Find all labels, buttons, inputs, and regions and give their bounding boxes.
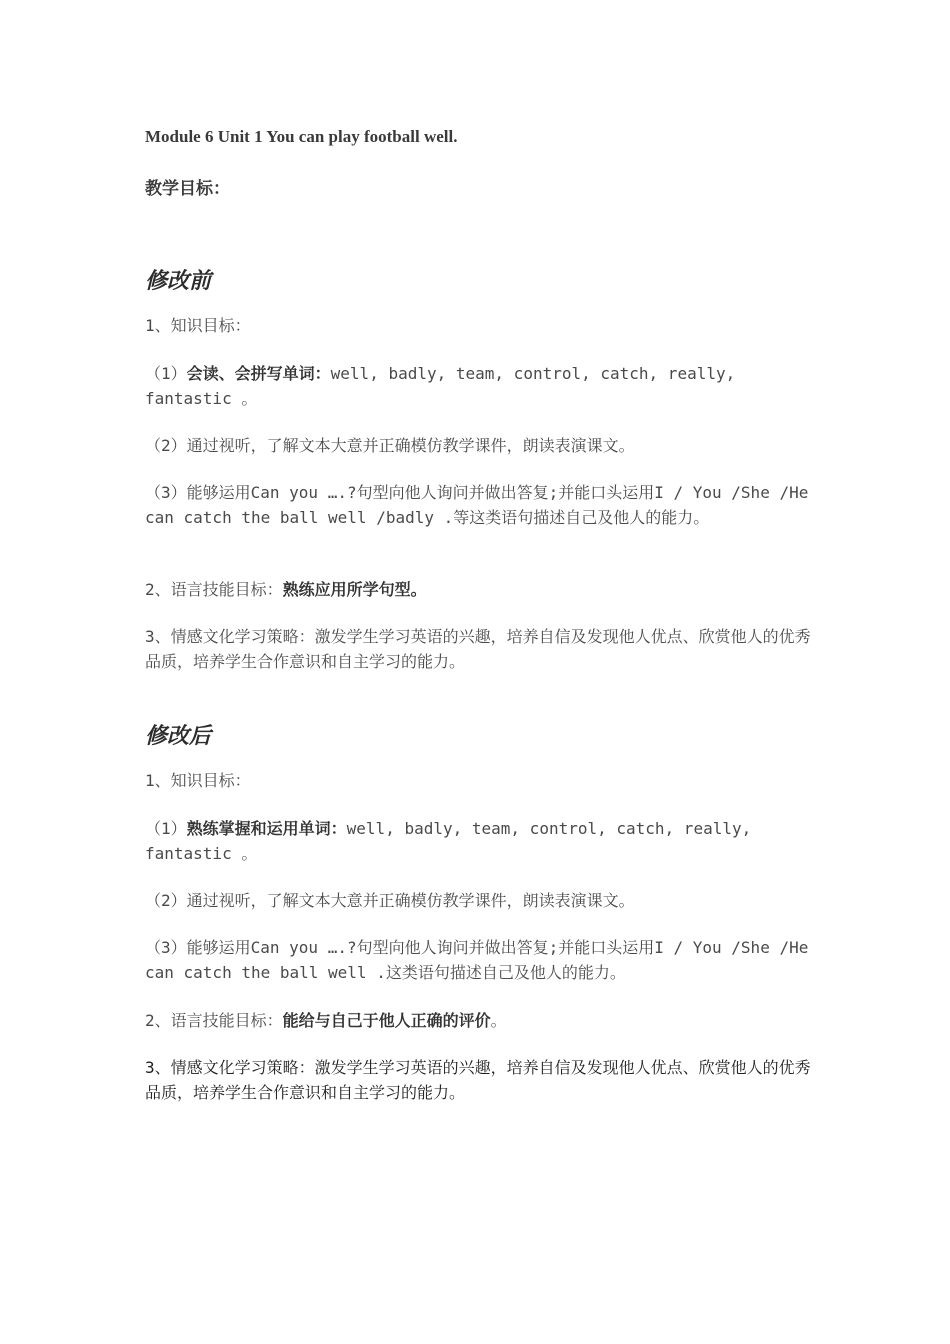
after-emotion-goal: 3、情感文化学习策略：激发学生学习英语的兴趣，培养自信及发现他人优点、欣赏他人的优秀品质，培养学生合作意识和自主学习的能力。 <box>145 1058 811 1102</box>
after-item-3: （3）能够运用Can you ….?句型向他人询问并做出答复;并能口头运用I / You /She /He can catch the ball well .这类语句描述自己及他人的能力。 <box>145 938 809 982</box>
objectives-label: 教学目标： <box>145 179 230 199</box>
after-knowledge-label: 1、知识目标： <box>145 771 251 790</box>
after-skill-bold: 能给与自己于他人正确的评价 <box>282 1011 491 1030</box>
after-item-1-bold: 熟练掌握和运用单词： <box>186 819 347 838</box>
document-title: Module 6 Unit 1 You can play football well. <box>145 127 458 146</box>
before-skill-bold: 熟练应用所学句型。 <box>282 580 427 599</box>
after-heading: 修改后 <box>145 724 212 749</box>
before-item-1-prefix: （1） <box>145 364 187 383</box>
before-item-2: （2）通过视听，了解文本大意并正确模仿教学课件，朗读表演课文。 <box>145 436 635 455</box>
after-item-2: （2）通过视听，了解文本大意并正确模仿教学课件，朗读表演课文。 <box>145 891 635 910</box>
before-skill-prefix: 2、语言技能目标： <box>145 580 283 599</box>
before-item-3: （3）能够运用Can you ….?句型向他人询问并做出答复;并能口头运用I / You /She /He can catch the ball well /badly .等这类语句描述自己及他人的能力。 <box>145 483 809 527</box>
before-item-1-bold: 会读、会拼写单词： <box>186 364 331 383</box>
after-skill-suffix: 。 <box>490 1011 507 1030</box>
after-item-1-rest: well, badly, team, control, catch, really, fantastic 。 <box>145 819 752 863</box>
after-skill-prefix: 2、语言技能目标： <box>145 1011 283 1030</box>
before-heading: 修改前 <box>145 269 212 294</box>
before-skill-goal <box>145 577 815 602</box>
before-knowledge-label: 1、知识目标： <box>145 316 251 335</box>
after-item-1-prefix: （1） <box>145 819 187 838</box>
before-item-1 <box>145 361 815 411</box>
before-emotion-goal: 3、情感文化学习策略：激发学生学习英语的兴趣，培养自信及发现他人优点、欣赏他人的优秀品质，培养学生合作意识和自主学习的能力。 <box>145 627 811 671</box>
before-item-1-rest: well, badly, team, control, catch, really, fantastic 。 <box>145 364 736 408</box>
after-item-1 <box>145 816 815 866</box>
after-skill-goal <box>145 1008 815 1033</box>
